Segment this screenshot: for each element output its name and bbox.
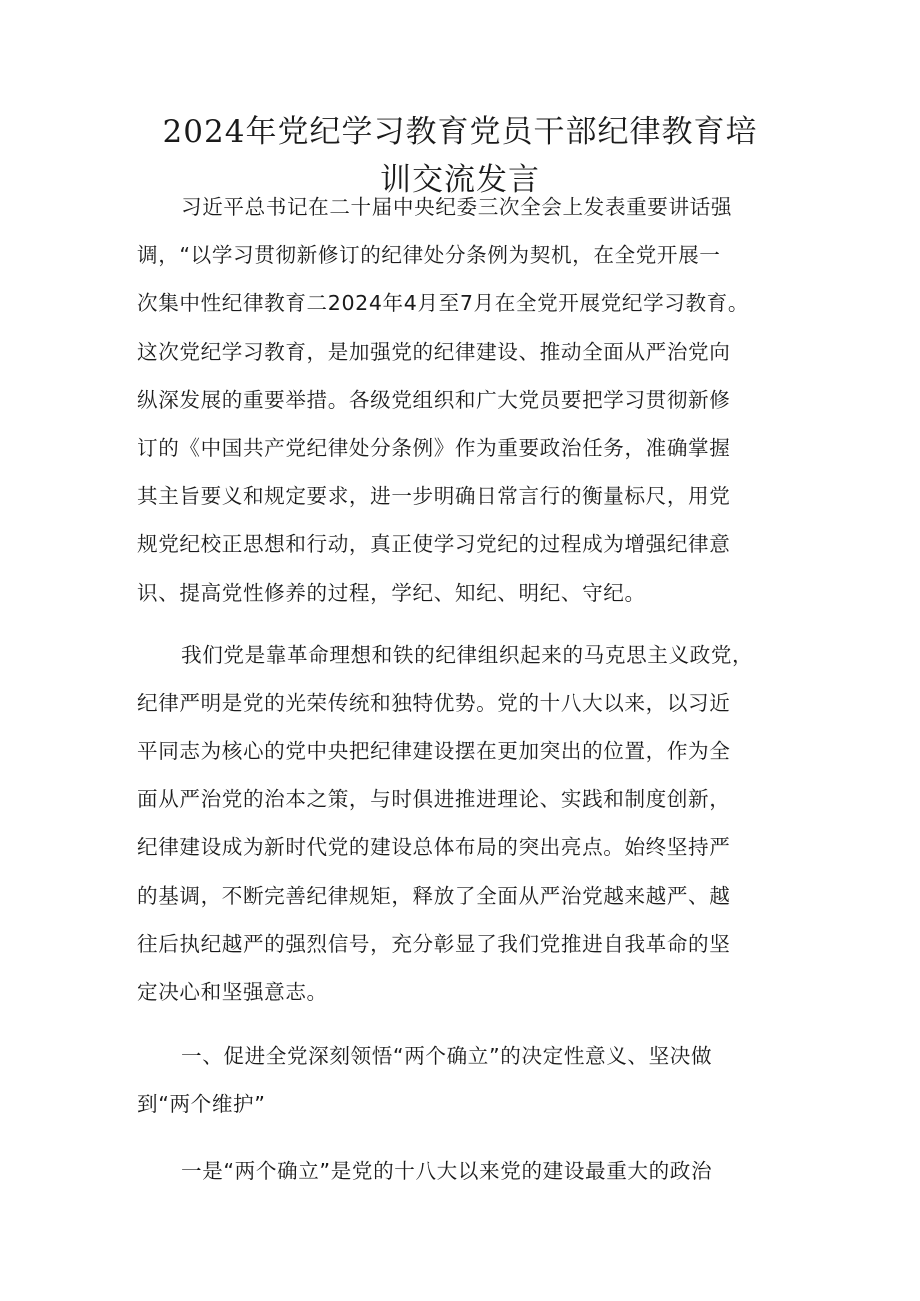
- paragraph-line: 订的《中国共产党纪律处分条例》作为重要政治任务，准确掌握: [137, 435, 731, 460]
- paragraph-3: [137, 1147, 797, 1195]
- paragraph-line: 面从严治党的治本之策，与时俱进推进理论、实践和制度创新，: [137, 787, 731, 812]
- paragraph-line: 我们党是靠革命理想和铁的纪律组织起来的马克思主义政党，: [181, 642, 754, 667]
- document-body: [137, 183, 797, 1195]
- paragraph-line: 定决心和坚强意志。: [137, 980, 328, 1004]
- document-title-line-2: 训交流发言: [380, 162, 540, 198]
- paragraph-line: 次集中性纪律教育二2024年4月至7月在全党开展党纪学习教育。: [137, 291, 750, 316]
- section-heading-1: [137, 1032, 797, 1128]
- paragraph-line: 习近平总书记在二十届中央纪委三次全会上发表重要讲话强: [181, 195, 733, 219]
- paragraph-line: 纪律严明是党的光荣传统和独特优势。党的十八大以来，以习近: [137, 690, 731, 715]
- paragraph-line: 纪律建设成为新时代党的建设总体布局的突出亮点。始终坚持严: [137, 835, 731, 860]
- document-title-line-1: 2024年党纪学习教育党员干部纪律教育培: [162, 114, 758, 150]
- paragraph-line: 识、提高党性修养的过程，学纪、知纪、明纪、守纪。: [137, 580, 646, 605]
- paragraph-2: [137, 631, 797, 1017]
- paragraph-line: 平同志为核心的党中央把纪律建设摆在更加突出的位置，作为全: [137, 739, 731, 764]
- paragraph-line: 往后执纪越严的强烈信号，充分彰显了我们党推进自我革命的坚: [137, 931, 731, 956]
- paragraph-line: 的基调，不断完善纪律规矩，释放了全面从严治党越来越严、越: [137, 883, 731, 908]
- paragraph-line: 这次党纪学习教育，是加强党的纪律建设、推动全面从严治党向: [137, 339, 731, 364]
- paragraph-line: 调，“以学习贯彻新修订的纪律处分条例为契机，在全党开展一: [137, 243, 721, 268]
- paragraph-line: 一是“两个确立”是党的十八大以来党的建设最重大的政治: [181, 1158, 713, 1183]
- section-heading-line: 到“两个维护”: [137, 1092, 266, 1117]
- paragraph-line: 其主旨要义和规定要求，进一步明确日常言行的衡量标尺，用党: [137, 484, 731, 509]
- paragraph-line: 规党纪校正思想和行动，真正使学习党纪的过程成为增强纪律意: [137, 532, 731, 557]
- paragraph-1: [137, 183, 797, 617]
- section-heading-line: 一、促进全党深刻领悟“两个确立”的决定性意义、坚决做: [181, 1044, 713, 1069]
- paragraph-line: 纵深发展的重要举措。各级党组织和广大党员要把学习贯彻新修: [137, 387, 731, 412]
